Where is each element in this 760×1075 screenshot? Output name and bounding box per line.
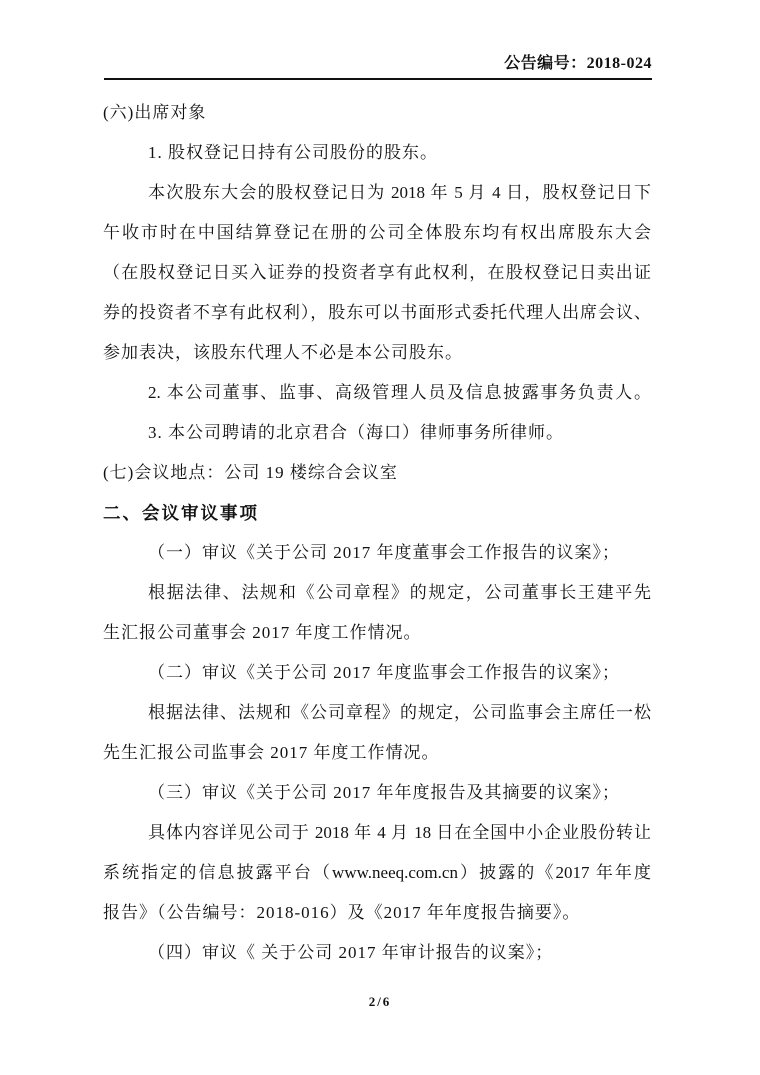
record-date-paragraph-line: 券的投资者不享有此权利），股东可以书面形式委托代理人出席会议、 bbox=[103, 303, 651, 322]
attendee-item-3: 3. 本公司聘请的北京君合（海口）律师事务所律师。 bbox=[148, 423, 564, 442]
agenda-item-2: （二）审议《关于公司 2017 年度监事会工作报告的议案》； bbox=[148, 663, 620, 682]
agenda-item-3: （三）审议《关于公司 2017 年年度报告及其摘要的议案》； bbox=[148, 783, 620, 802]
page-header bbox=[104, 0, 652, 80]
agenda-item-4: （四）审议《 关于公司 2017 年审计报告的议案》； bbox=[148, 943, 554, 962]
record-date-paragraph-line: （在股权登记日买入证券的投资者享有此权利，在股权登记日卖出证 bbox=[103, 263, 651, 282]
agenda-item-1: （一）审议《关于公司 2017 年度董事会工作报告的议案》； bbox=[148, 543, 620, 562]
page-footer bbox=[0, 994, 760, 1010]
attendee-item-1: 1. 股权登记日持有公司股份的股东。 bbox=[148, 143, 438, 162]
page-number: 2/6 bbox=[368, 994, 392, 1009]
section-6-attendees-heading: (六)出席对象 bbox=[103, 103, 207, 122]
record-date-paragraph-line: 参加表决，该股东代理人不必是本公司股东。 bbox=[103, 343, 463, 362]
agenda-item-3-detail-line: 报告》（公告编号：2018-016）及《2017 年年度报告摘要》。 bbox=[103, 903, 581, 922]
record-date-paragraph-line: 午收市时在中国结算登记在册的公司全体股东均有权出席股东大会 bbox=[103, 223, 651, 242]
agenda-item-1-detail-line: 生汇报公司董事会 2017 年度工作情况。 bbox=[103, 623, 422, 642]
section-2-agenda-heading: 二、会议审议事项 bbox=[103, 503, 259, 523]
agenda-item-2-detail-line: 先生汇报公司监事会 2017 年度工作情况。 bbox=[103, 743, 440, 762]
section-7-venue-heading: (七)会议地点：公司 19 楼综合会议室 bbox=[103, 463, 398, 482]
announcement-number: 公告编号：2018-024 bbox=[504, 55, 652, 72]
document-body bbox=[103, 93, 651, 973]
agenda-item-1-detail-line: 根据法律、法规和《公司章程》的规定，公司董事长王建平先 bbox=[148, 583, 651, 602]
agenda-item-3-detail-line: 系统指定的信息披露平台（www.neeq.com.cn）披露的《2017 年年度 bbox=[103, 863, 651, 882]
agenda-item-2-detail-line: 根据法律、法规和《公司章程》的规定，公司监事会主席任一松 bbox=[148, 703, 651, 722]
agenda-item-3-detail-line: 具体内容详见公司于 2018 年 4 月 18 日在全国中小企业股份转让 bbox=[148, 823, 651, 842]
attendee-item-2: 2. 本公司董事、监事、高级管理人员及信息披露事务负责人。 bbox=[148, 383, 651, 402]
record-date-paragraph-line: 本次股东大会的股权登记日为 2018 年 5 月 4 日，股权登记日下 bbox=[148, 183, 651, 202]
